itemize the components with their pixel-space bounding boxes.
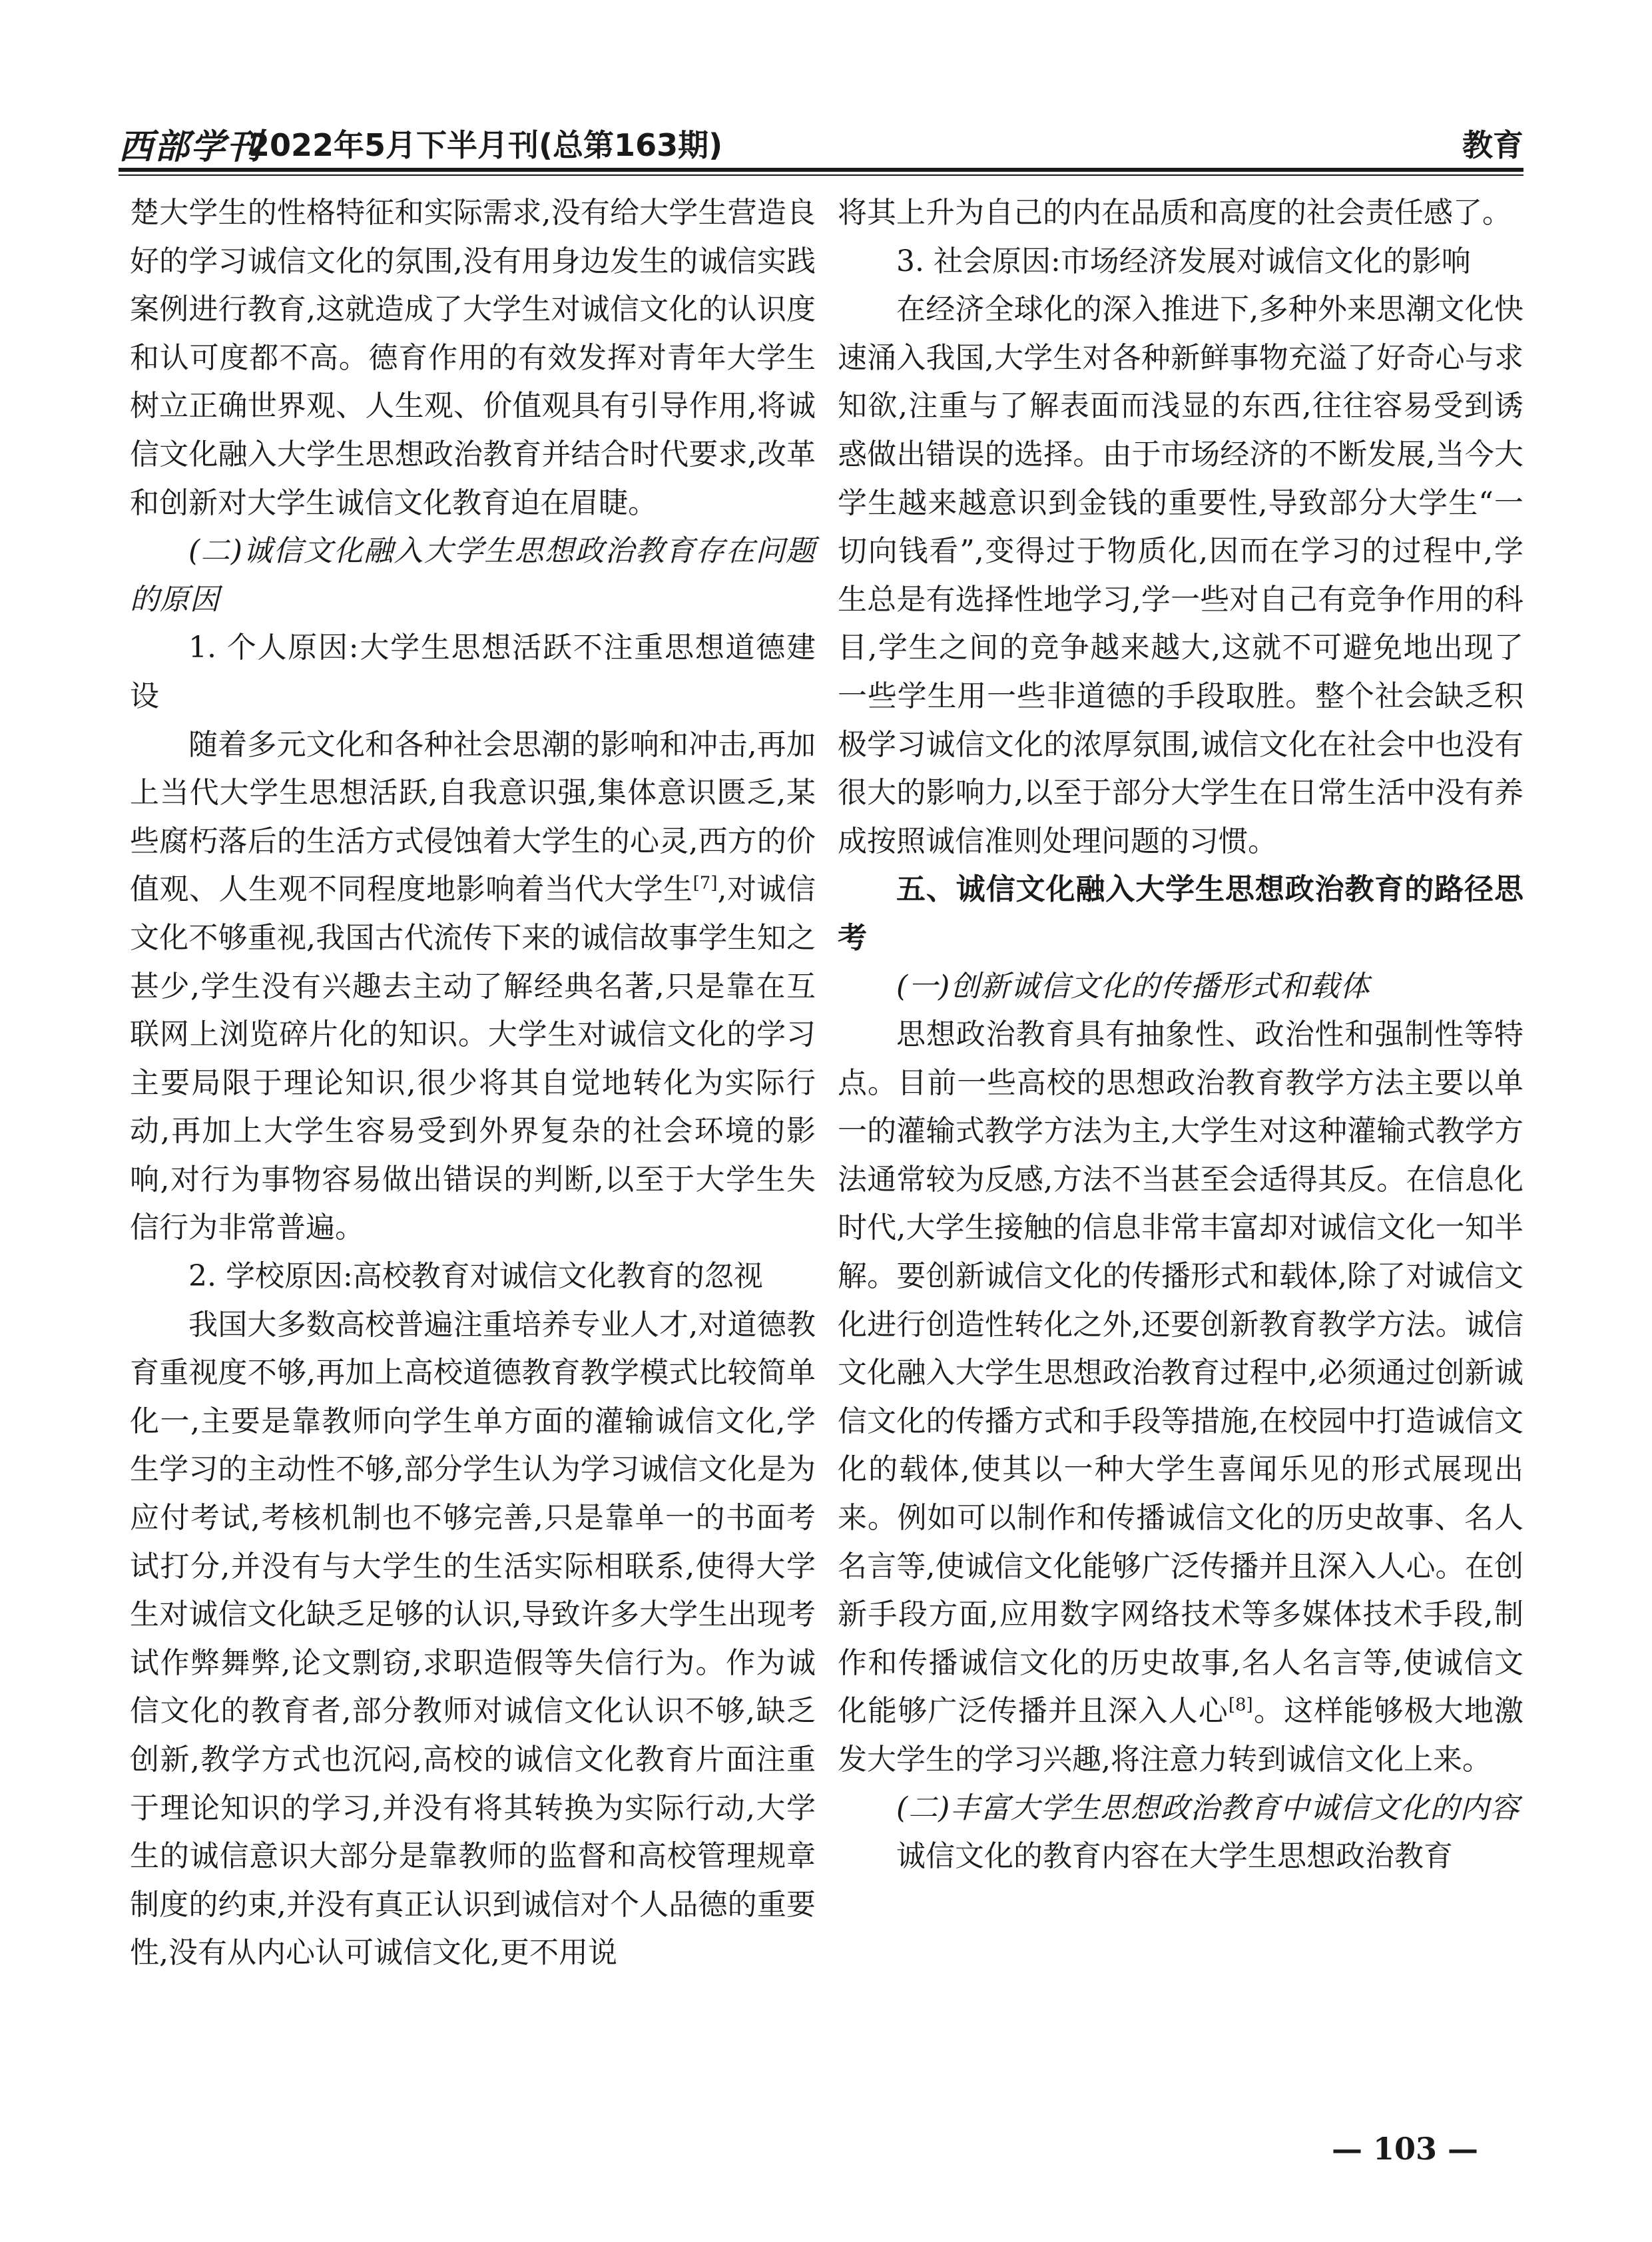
paragraph: 思想政治教育具有抽象性、政治性和强制性等特点。目前一些高校的思想政治教育教学方法主要以单一的灌输式教学方法为主,大学生对这种灌输式教学方法通常较为反感,方法不当甚至会适得其反。在信息化时代,大学生接触的信息非常丰富却对诚信文化一知半解。要创新诚信文化的传播形式和载体,除了对诚信文化进行创造性转化之外,还要创新教育教学方法。诚信文化融入大学生思想政治教育过程中,必须通过创新诚信文化的传播方式和手段等措施,在校园中打造诚信文化的载体,使其以一种大学生喜闻乐见的形式展现出来。例如可以制作和传播诚信文化的历史故事、名人名言等,使诚信文化能够广泛传播并且深入人心。在创新手段方面,应用数字网络技术等多媒体技术手段,制作和传播诚信文化的历史故事,名人名言等,使诚信文化能够广泛传播并且深入人心[8]。这样能够极大地激发大学生的学习兴趣,将注意力转到诚信文化上来。 xyxy=(838,1017,1524,1777)
citation-7: [7] xyxy=(692,873,718,894)
sub-subsection-heading: 3. 社会原因:市场经济发展对诚信文化的影响 xyxy=(896,244,1471,278)
paragraph: 诚信文化的教育内容在大学生思想政治教育 xyxy=(896,1839,1453,1874)
section-heading: 五、诚信文化融入大学生思想政治教育的路径思考 xyxy=(838,872,1523,955)
header-rule-thin xyxy=(119,174,1523,176)
running-header xyxy=(119,113,1523,165)
paragraph: 将其上升为自己的内在品质和高度的社会责任感了。 xyxy=(838,196,1512,230)
left-column xyxy=(130,189,816,1978)
citation-8: [8] xyxy=(1228,1695,1253,1715)
paragraph: 楚大学生的性格特征和实际需求,没有给大学生营造良好的学习诚信文化的氛围,没有用身边发生的诚信实践案例进行教育,这就造成了大学生对诚信文化的认识度和认可度都不高。德育作用的有效发挥对青年大学生树立正确世界观、人生观、价值观具有引导作用,将诚信文化融入大学生思想政治教育并结合时代要求,改革和创新对大学生诚信文化教育迫在眉睫。 xyxy=(130,196,816,520)
sub-subsection-heading: 1. 个人原因:大学生思想活跃不注重思想道德建设 xyxy=(130,631,816,713)
section-label: 教育 xyxy=(1462,127,1523,163)
sub-subsection-heading: 2. 学校原因:高校教育对诚信文化教育的忽视 xyxy=(188,1259,763,1294)
subsection-heading: (二)诚信文化融入大学生思想政治教育存在问题的原因 xyxy=(130,534,816,617)
subsection-heading: (一)创新诚信文化的传播形式和载体 xyxy=(896,969,1370,1003)
paragraph: 在经济全球化的深入推进下,多种外来思潮文化快速涌入我国,大学生对各种新鲜事物充溢了好奇心与求知欲,注重与了解表面而浅显的东西,往往容易受到诱惑做出错误的选择。由于市场经济的不断发展,当今大学生越来越意识到金钱的重要性,导致部分大学生“一切向钱看”,变得过于物质化,因而在学习的过程中,学生总是有选择性地学习,学一些对自己有竞争作用的科目,学生之间的竞争越来越大,这就不可避免地出现了一些学生用一些非道德的手段取胜。整个社会缺乏积极学习诚信文化的浓厚氛围,诚信文化在社会中也没有很大的影响力,以至于部分大学生在日常生活中没有养成按照诚信准则处理问题的习惯。 xyxy=(838,292,1523,858)
right-column xyxy=(838,189,1523,1881)
page-number: — 103 — xyxy=(1332,2131,1479,2167)
issue-info: 2022年5月下半月刊(总第163期) xyxy=(248,127,723,163)
journal-logo: 西部学刊 xyxy=(119,127,263,167)
paragraph: 随着多元文化和各种社会思潮的影响和冲击,再加上当代大学生思想活跃,自我意识强,集体意识匮乏,某些腐朽落后的生活方式侵蚀着大学生的心灵,西方的价值观、人生观不同程度地影响着当代大学生[7],对诚信文化不够重视,我国古代流传下来的诚信故事学生知之甚少,学生没有兴趣去主动了解经典名著,只是靠在互联网上浏览碎片化的知识。大学生对诚信文化的学习主要局限于理论知识,很少将其自觉地转化为实际行动,再加上大学生容易受到外界复杂的社会环境的影响,对行为事物容易做出错误的判断,以至于大学生失信行为非常普遍。 xyxy=(130,727,816,1245)
header-rule xyxy=(119,168,1523,172)
subsection-heading: (二)丰富大学生思想政治教育中诚信文化的内容 xyxy=(896,1791,1520,1825)
paragraph: 我国大多数高校普遍注重培养专业人才,对道德教育重视度不够,再加上高校道德教育教学模式比较简单化一,主要是靠教师向学生单方面的灌输诚信文化,学生学习的主动性不够,部分学生认为学习诚信文化是为应付考试,考核机制也不够完善,只是靠单一的书面考试打分,并没有与大学生的生活实际相联系,使得大学生对诚信文化缺乏足够的认识,导致许多大学生出现考试作弊舞弊,论文剽窃,求职造假等失信行为。作为诚信文化的教育者,部分教师对诚信文化认识不够,缺乏创新,教学方式也沉闷,高校的诚信文化教育片面注重于理论知识的学习,并没有将其转换为实际行动,大学生的诚信意识大部分是靠教师的监督和高校管理规章制度的约束,并没有真正认识到诚信对个人品德的重要性,没有从内心认可诚信文化,更不用说 xyxy=(130,1307,816,1970)
